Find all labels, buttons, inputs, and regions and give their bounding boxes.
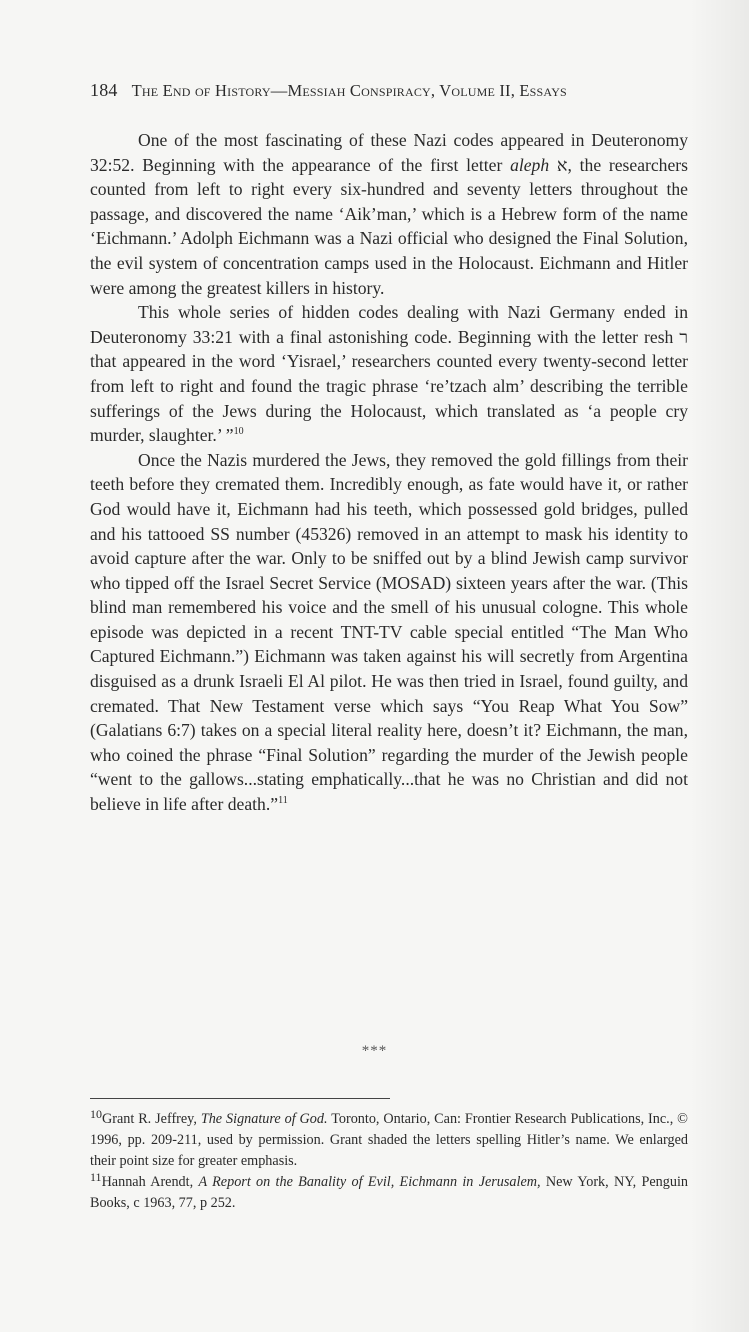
footnotes bbox=[90, 1109, 688, 1214]
footnote-ref-10[interactable]: 10 bbox=[233, 426, 244, 438]
running-title: The End of History—Messiah Conspiracy, Volume II, Essays bbox=[131, 81, 567, 100]
footnote-10 bbox=[90, 1109, 688, 1172]
paragraph-2 bbox=[90, 300, 688, 448]
paragraph-1-text-a: One of the most fascinating of these Nazi codes appeared in Deuteronomy 32:52. Beginning with the appearance of the first letter bbox=[90, 130, 688, 175]
paragraph-3-text: Once the Nazis murdered the Jews, they removed the gold fillings from their teeth before they cremated them. Incredibly enough, as fate would have it, or rather God would have it, Eichmann had his teeth, which possessed gold bridges, pulled and his tattooed SS number (45326) removed in an attempt to mask his identity to avoid capture after the war. Only to be sniffed out by a blind Jewish camp survivor who tipped off the Israel Secret Service (MOSAD) sixteen years after the war. (This blind man remembered his voice and the smell of his unusual cologne. This whole episode was depicted in a recent TNT-TV cable special entitled “The Man Who Captured Eichmann.”) Eichmann was taken against his will secretly from Argentina disguised as a drunk Israeli El Al pilot. He was then tried in Israel, found guilty, and cremated. That New Testament verse which says “You Reap What You Sow” (Galatians 6:7) takes on a special literal reality here, doesn’t it? Eichmann, the man, who coined the phrase “Final Solution” regarding the murder of the Jewish people “went to the gallows...stating emphatically...that he was no Christian and did not believe in life after death.” bbox=[90, 449, 688, 815]
paragraph-3 bbox=[90, 448, 688, 817]
paragraph-1 bbox=[90, 128, 688, 300]
section-separator: *** bbox=[361, 1043, 388, 1059]
body-text bbox=[90, 128, 688, 817]
footnote-title: The Signature of God. bbox=[200, 1111, 328, 1127]
page-number: 184 bbox=[90, 80, 118, 100]
footnote-number: 10 bbox=[90, 1107, 102, 1121]
page-edge-shadow bbox=[689, 0, 749, 1332]
footnote-details: Toronto, Ontario, Can: Frontier Research Publications, Inc., © 1996, pp. 209-211, used by permission. Grant shaded the letters spelling Hitler’s name. We enlarged their point size for greater emphasis. bbox=[90, 1111, 688, 1169]
footnote-rule bbox=[90, 1098, 390, 1099]
running-header bbox=[90, 80, 690, 101]
footnote-details: New York, NY, Penguin Books, c 1963, 77, p 252. bbox=[90, 1174, 688, 1211]
footnote-11 bbox=[90, 1172, 688, 1214]
paragraph-1-text-b: א, the researchers counted from left to right every six-hundred and seventy letters throughout the passage, and discovered the name ‘Aik’man,’ which is a Hebrew form of the name ‘Eichmann.’ Adolph Eichmann was a Nazi official who designed the Final Solution, the evil system of concentration camps used in the Holocaust. Eichmann and Hitler were among the greatest killers in history. bbox=[90, 154, 688, 298]
footnote-author: Grant R. Jeffrey, bbox=[102, 1111, 201, 1127]
paragraph-2-text: This whole series of hidden codes dealing with Nazi Germany ended in Deuteronomy 33:21 with a final astonishing code. Beginning with the letter resh ר that appeared in the word ‘Yisrael,’ researchers counted every twenty-second letter from left to right and found the tragic phrase ‘re’tzach alm’ describing the terrible sufferings of the Jews during the Holocaust, which translated as ‘a people cry murder, slaughter.’ ” bbox=[90, 302, 688, 446]
footnote-title: A Report on the Banality of Evil, Eichmann in Jerusalem, bbox=[198, 1174, 541, 1190]
aleph-word: aleph bbox=[510, 154, 550, 175]
footnote-author: Hannah Arendt, bbox=[101, 1174, 199, 1190]
footnote-ref-11[interactable]: 11 bbox=[278, 795, 288, 807]
footnote-number: 11 bbox=[90, 1170, 102, 1184]
